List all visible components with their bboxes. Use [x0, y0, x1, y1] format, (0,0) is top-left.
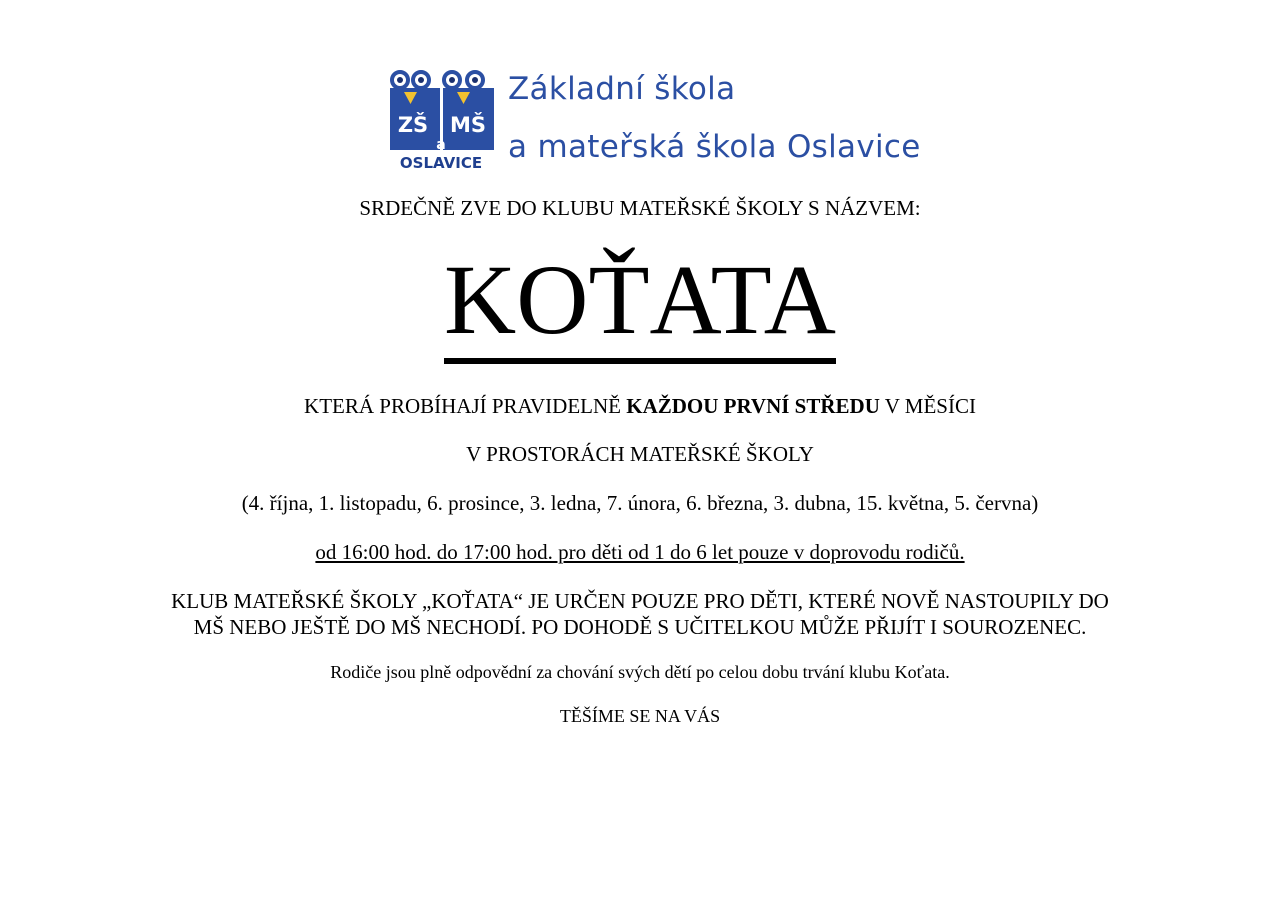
closing-text: TĚŠÍME SE NA VÁS	[559, 706, 721, 726]
logo-a-text: a	[436, 137, 446, 153]
schedule-bold: KAŽDOU PRVNÍ STŘEDU	[626, 394, 880, 418]
logo-zs-text: ZŠ	[397, 113, 429, 137]
club-info-line2: MŠ NEBO JEŠTĚ DO MŠ NECHODÍ. PO DOHODĚ S UČITELKOU MŮŽE PŘIJÍT I SOUROZENEC.	[193, 615, 1087, 639]
school-header	[390, 66, 921, 174]
invite-text: SRDEČNĚ ZVE DO KLUBU MATEŘSKÉ ŠKOLY S NÁZVEM:	[359, 196, 921, 220]
schedule-place: V PROSTORÁCH MATEŘSKÉ ŠKOLY	[466, 442, 814, 466]
school-name-line1: Základní škola	[508, 71, 736, 107]
parents-note: Rodiče jsou plně odpovědní za chování svých dětí po celou dobu trvání klubu Koťata.	[330, 662, 950, 682]
page-title	[0, 244, 1280, 364]
title-text: KOŤATA	[444, 250, 836, 364]
logo-ms-text: MŠ	[449, 113, 487, 137]
schedule-prefix: KTERÁ PROBÍHAJÍ PRAVIDELNĚ	[304, 394, 627, 418]
schedule-time: od 16:00 hod. do 17:00 hod. pro děti od 1 do 6 let pouze v doprovodu rodičů.	[315, 540, 965, 564]
schedule-suffix: V MĚSÍCI	[879, 394, 976, 418]
schedule-line	[0, 394, 1280, 419]
owl-eyes-icon	[392, 72, 483, 88]
school-logo	[390, 66, 494, 172]
club-info-line1: KLUB MATEŘSKÉ ŠKOLY „KOŤATA“ JE URČEN POUZE PRO DĚTI, KTERÉ NOVĚ NASTOUPILY DO	[171, 589, 1109, 613]
schedule-dates: (4. října, 1. listopadu, 6. prosince, 3. ledna, 7. února, 6. března, 3. dubna, 15. května, 5. června)	[241, 491, 1039, 515]
logo-oslavice-text: OSLAVICE	[399, 154, 483, 172]
school-name-line2: a mateřská škola Oslavice	[508, 129, 921, 165]
